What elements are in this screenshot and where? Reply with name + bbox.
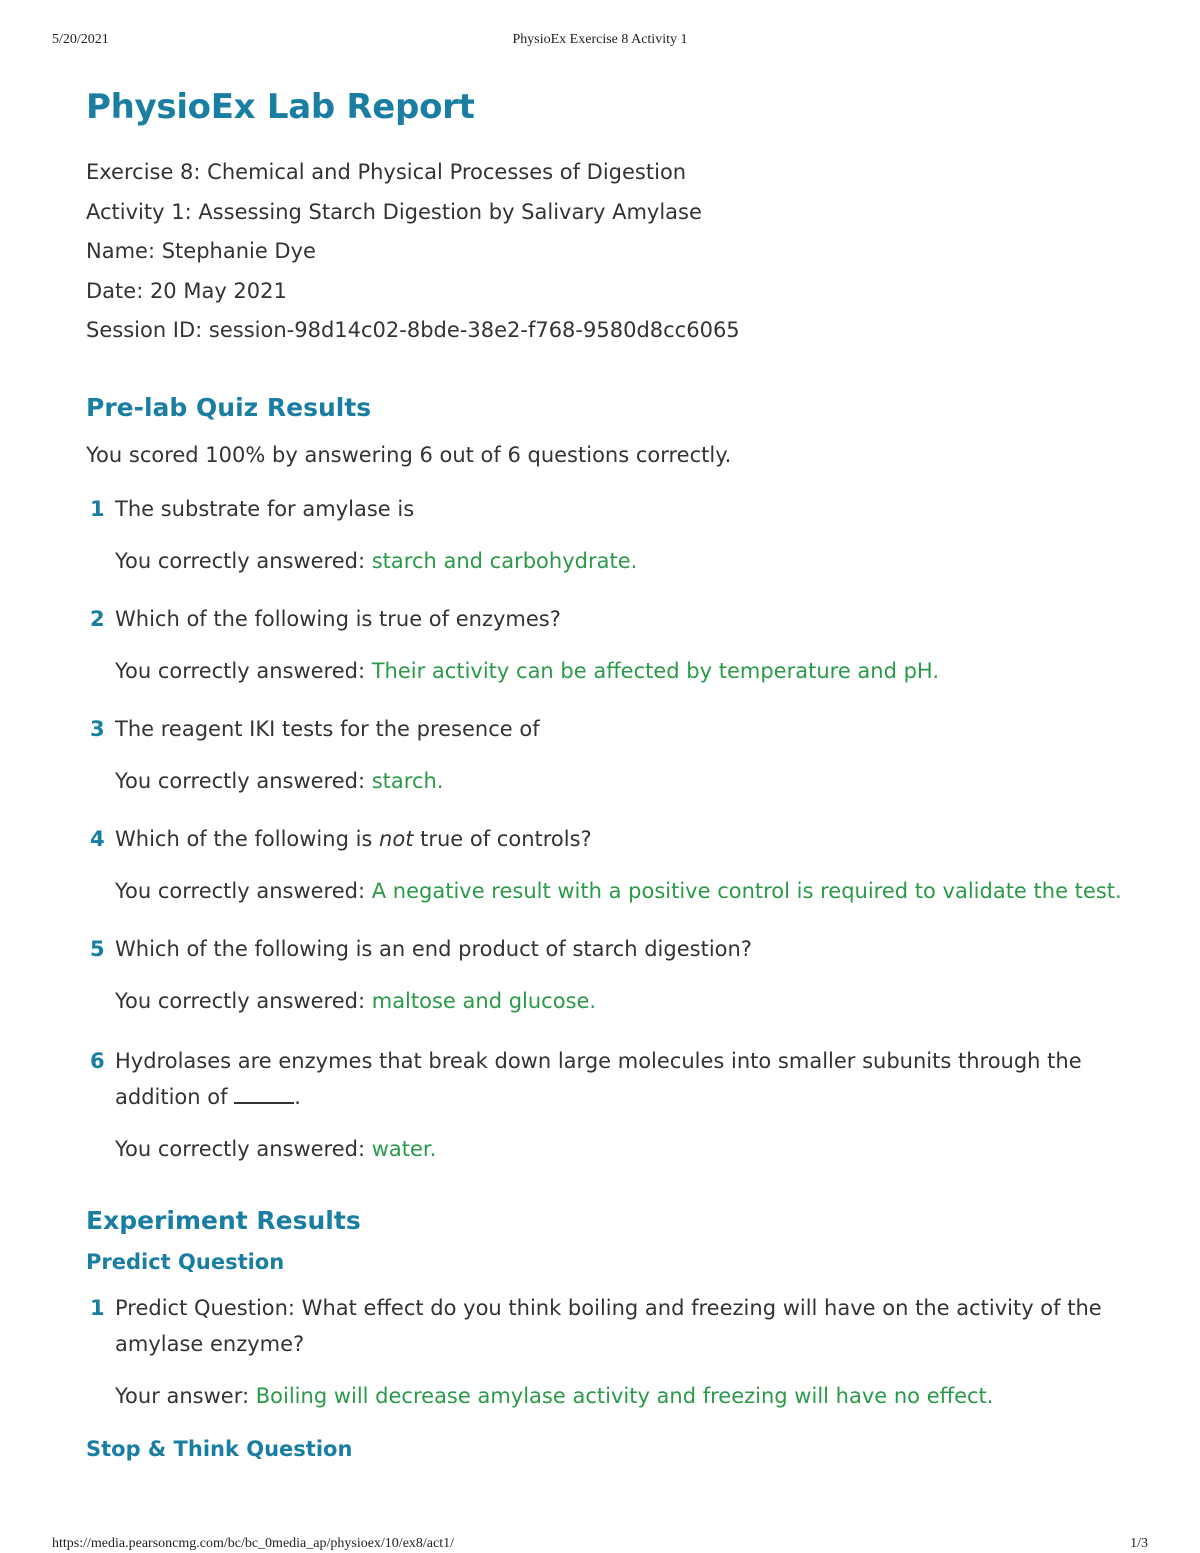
- answer-value: starch.: [371, 768, 444, 793]
- question-text: The reagent IKI tests for the presence of: [115, 716, 540, 741]
- question-number: 2: [90, 606, 105, 631]
- answer-value: Their activity can be affected by temperature and pH.: [371, 658, 940, 683]
- stop-think-heading: Stop & Think Question: [86, 1436, 353, 1461]
- print-title: PhysioEx Exercise 8 Activity 1: [512, 32, 688, 47]
- print-date: 5/20/2021: [52, 32, 109, 47]
- question-text: Which of the following is an end product of starch digestion?: [115, 936, 752, 961]
- date-line: Date: 20 May 2021: [86, 278, 287, 303]
- quiz-answer: [86, 983, 1146, 1019]
- quiz-question: [86, 1043, 1146, 1115]
- answer-prefix: You correctly answered:: [115, 988, 372, 1013]
- question-number: 1: [90, 1295, 105, 1320]
- answer-prefix: You correctly answered:: [115, 878, 372, 903]
- answer-prefix: You correctly answered:: [115, 1136, 372, 1161]
- question-text-part: Which of the following is: [115, 826, 380, 851]
- question-number: 5: [90, 936, 105, 961]
- name-line: Name: Stephanie Dye: [86, 239, 316, 263]
- predict-question: [86, 1290, 1146, 1362]
- question-number: 1: [90, 496, 105, 521]
- fill-in-blank: [234, 1084, 294, 1104]
- page-url: https://media.pearsoncmg.com/bc/bc_0media_ap/physioex/10/ex8/act1/: [52, 1536, 455, 1551]
- lab-report: [86, 82, 1146, 1466]
- exercise-line: Exercise 8: Chemical and Physical Processes of Digestion: [86, 160, 687, 184]
- quiz-question: [86, 491, 1146, 527]
- question-text: Predict Question: What effect do you think boiling and freezing will have on the activity of the amylase enzyme?: [115, 1295, 1102, 1356]
- question-emphasis: not: [379, 826, 414, 851]
- print-footer: [52, 1536, 1148, 1552]
- quiz-answer: [86, 873, 1146, 909]
- answer-value: Boiling will decrease amylase activity and freezing will have no effect.: [255, 1383, 994, 1408]
- answer-value: maltose and glucose.: [371, 988, 597, 1013]
- question-text-part: Hydrolases are enzymes that break down large molecules into smaller subunits through the addition of: [115, 1048, 1082, 1109]
- predict-answer: [86, 1378, 1146, 1414]
- answer-value: water.: [371, 1136, 437, 1161]
- quiz-question: [86, 711, 1146, 747]
- quiz-answer: [86, 1131, 1146, 1167]
- question-text: The substrate for amylase is: [115, 496, 415, 521]
- question-number: 6: [90, 1048, 105, 1073]
- quiz-answer: [86, 763, 1146, 799]
- question-number: 4: [90, 826, 105, 851]
- activity-line: Activity 1: Assessing Starch Digestion by Salivary Amylase: [86, 199, 702, 224]
- prelab-heading: Pre-lab Quiz Results: [86, 392, 372, 422]
- question-text: Which of the following is true of enzymes?: [115, 606, 561, 631]
- question-text-part: true of controls?: [413, 826, 592, 851]
- print-header: [52, 32, 1148, 48]
- answer-value: starch and carbohydrate.: [371, 548, 638, 573]
- report-meta: [86, 153, 1146, 351]
- session-id-line: Session ID: session-98d14c02-8bde-38e2-f768-9580d8cc6065: [86, 318, 740, 342]
- answer-prefix: You correctly answered:: [115, 768, 372, 793]
- answer-prefix: You correctly answered:: [115, 658, 372, 683]
- page-number: 1/3: [1130, 1536, 1148, 1551]
- question-text: [115, 827, 592, 851]
- quiz-answer: [86, 543, 1146, 579]
- quiz-question: [86, 601, 1146, 637]
- quiz-question: [86, 821, 1146, 857]
- predict-heading: Predict Question: [86, 1249, 285, 1274]
- quiz-score: You scored 100% by answering 6 out of 6 questions correctly.: [86, 442, 732, 467]
- quiz-answer: [86, 653, 1146, 689]
- question-text: [115, 1049, 1082, 1109]
- report-title: PhysioEx Lab Report: [86, 87, 475, 127]
- quiz-question: [86, 931, 1146, 967]
- answer-prefix: Your answer:: [115, 1383, 256, 1408]
- answer-prefix: You correctly answered:: [115, 548, 372, 573]
- question-number: 3: [90, 716, 105, 741]
- question-text-part: .: [294, 1084, 301, 1109]
- answer-value: A negative result with a positive control is required to validate the test.: [371, 878, 1122, 903]
- experiment-heading: Experiment Results: [86, 1205, 361, 1235]
